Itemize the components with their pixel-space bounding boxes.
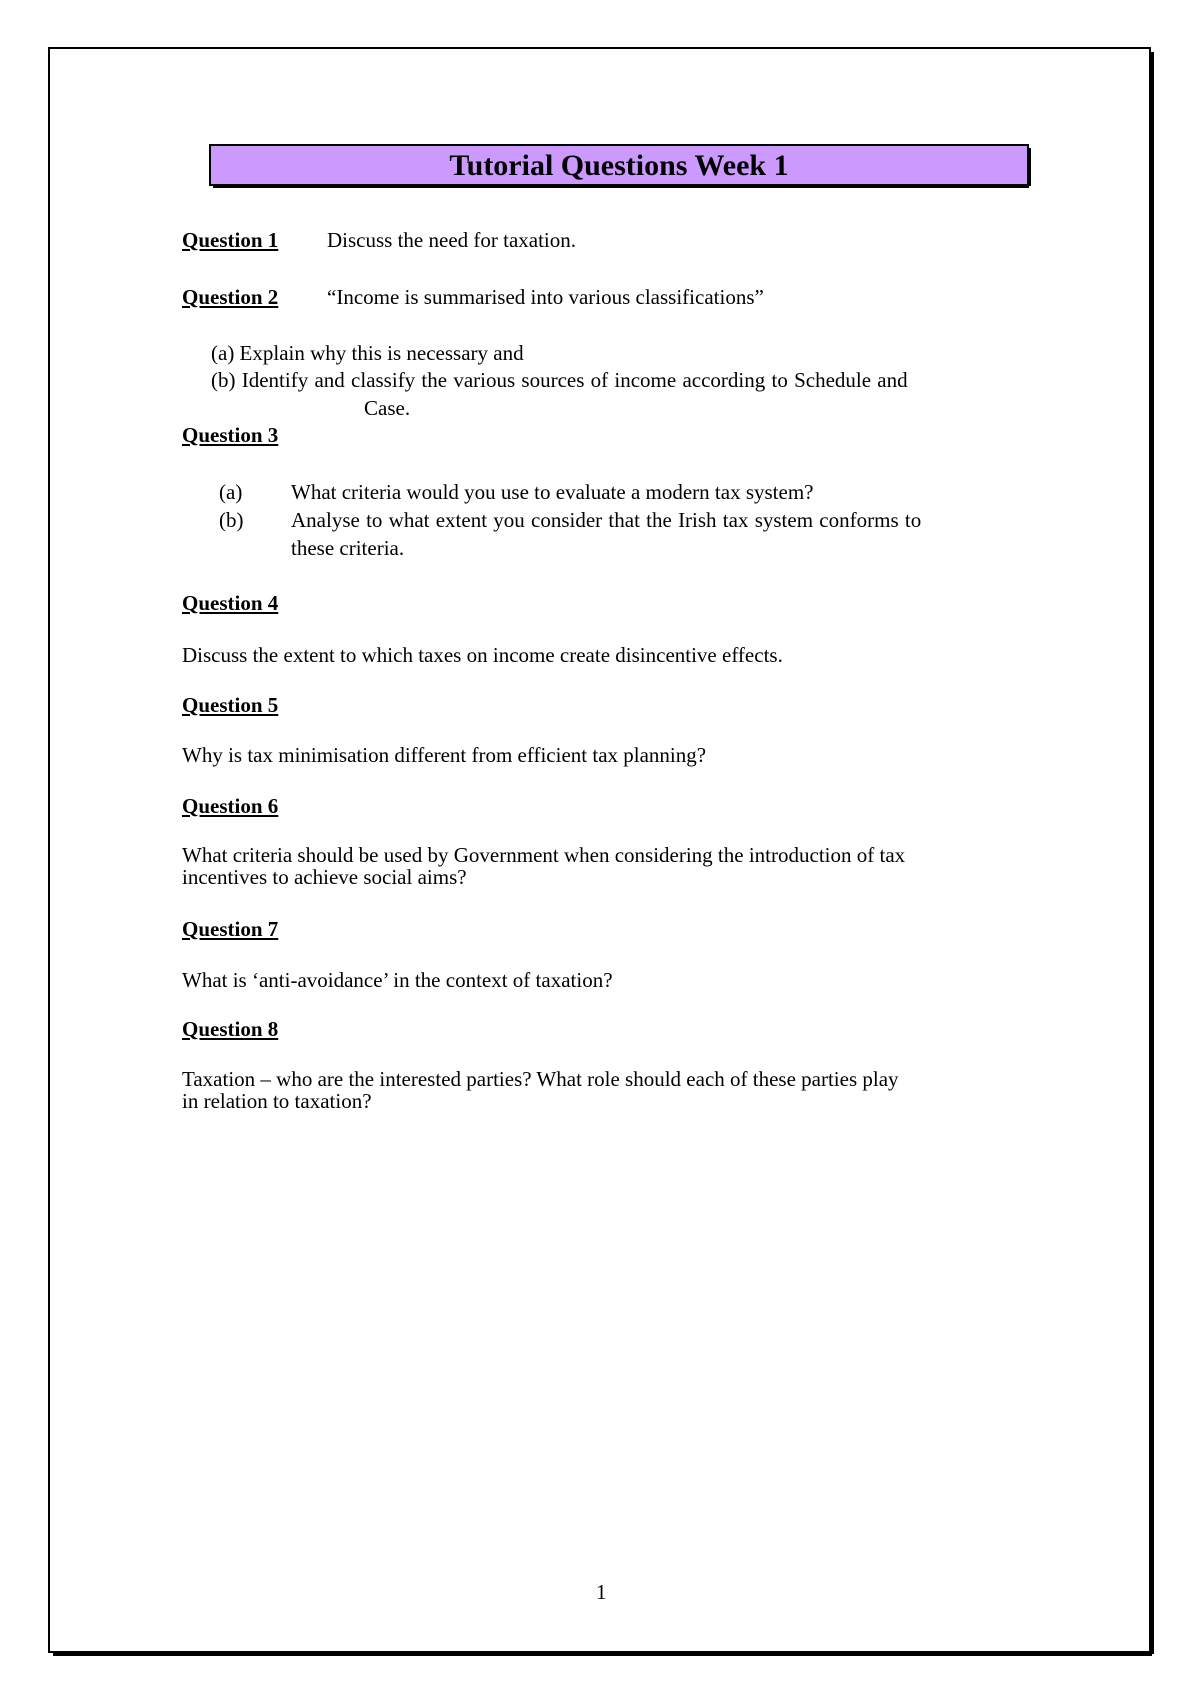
question-4-text: Discuss the extent to which taxes on income create disincentive effects.	[182, 643, 783, 667]
question-2-label: Question 2	[182, 285, 279, 309]
question-3-part-b-text-line2: these criteria.	[291, 536, 405, 560]
question-8-text-line1: Taxation – who are the interested parties? What role should each of these parties play	[182, 1067, 899, 1091]
question-2-part-b: (b) Identify and classify the various sources of income according to Schedule and	[211, 368, 908, 392]
question-2-part-a: (a) Explain why this is necessary and	[211, 341, 524, 365]
page-title: Tutorial Questions Week 1	[209, 144, 1029, 186]
question-3-part-b-marker: (b)	[219, 508, 244, 532]
question-2-text: “Income is summarised into various classifications”	[327, 285, 764, 309]
page-number: 1	[596, 1580, 607, 1604]
question-6-text-line2: incentives to achieve social aims?	[182, 865, 467, 889]
question-7-text: What is ‘anti-avoidance’ in the context of taxation?	[182, 968, 613, 992]
question-2-part-b-continued: Case.	[364, 396, 411, 420]
question-6-label: Question 6	[182, 794, 279, 818]
question-5-text: Why is tax minimisation different from efficient tax planning?	[182, 743, 707, 767]
question-1-label: Question 1	[182, 228, 279, 252]
question-5-label: Question 5	[182, 693, 279, 717]
question-3-part-a-marker: (a)	[219, 480, 243, 504]
question-7-label: Question 7	[182, 917, 279, 941]
question-6-text-line1: What criteria should be used by Government when considering the introduction of tax	[182, 843, 906, 867]
question-4-label: Question 4	[182, 591, 279, 615]
question-8-text-line2: in relation to taxation?	[182, 1089, 372, 1113]
question-3-part-a-text: What criteria would you use to evaluate a modern tax system?	[291, 480, 814, 504]
question-3-label: Question 3	[182, 423, 279, 447]
question-3-part-b-text-line1: Analyse to what extent you consider that the Irish tax system conforms to	[291, 508, 922, 532]
question-1-text: Discuss the need for taxation.	[327, 228, 577, 252]
question-8-label: Question 8	[182, 1017, 279, 1041]
